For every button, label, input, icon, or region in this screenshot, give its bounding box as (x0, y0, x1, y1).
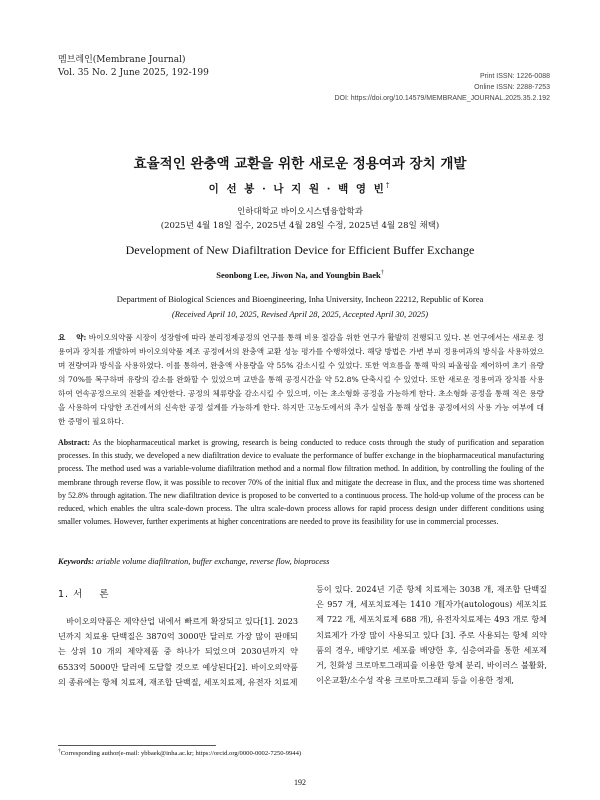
affiliation-korean: 인하대학교 바이오시스템융합학과 (237, 207, 363, 217)
journal-name: 멤브레인(Membrane Journal) (58, 55, 186, 65)
abstract-korean-text: 바이오의약품 시장이 성장함에 따라 분리정제공정의 연구를 통해 비용 절감을 위한 연구가 활발히 진행되고 있다. 본 연구에서는 새로운 정용여과 장치를 개발하여 바이오의약품 제조 공정에서의 완충액 교환 성능 평가를 수행하였다. 해당 방법은 가변 부피 정용여과의 방식을 사용하였으며 전량여과 방식을 사용하였다. 이를 통하여, 완충액 사용량을 약 55% 감소시킬 수 있었다. 또한 역흐름을 통해 막의 파울링을 제어하여 초기 유량의 70%를 복구하며 유량의 감소를 완화할 수 있었으며 교반을 통해 공정시간을 약 52.8% 단축시킬 수 있었다. 또한 새로운 정용여과 장치를 사용하여 연속공정으로의 전환을 제안한다. 공정의 체류량을 감소시킬 수 있으며, 이는 초소형화 공정을 가능하게 한다. 초소형화 공정을 통해 적은 용량을 사용하여 다양한 조건에서의 신속한 공정 설계를 가능하게 한다. 하지만 고농도에서의 추가 실험을 통해 상업용 공정에서의 사용 가능 여부에 대한 증명이 필요하다. (58, 333, 545, 426)
abstract-english (58, 436, 544, 528)
footnote-divider (58, 745, 216, 746)
page-number: 192 (294, 778, 306, 787)
abstract-korean-label: 요 약: (58, 333, 87, 342)
print-issn: Print ISSN: 1226-0088 (479, 73, 550, 80)
keywords-label: Keywords: (58, 557, 94, 566)
doi-link[interactable]: DOI: https://doi.org/10.14579/MEMBRANE_JOURNAL.2025.35.2.192 (334, 95, 550, 102)
abstract-english-label: Abstract: (58, 438, 90, 447)
paper-title-english: Development of New Diafiltration Device for Efficient Buffer Exchange (125, 243, 475, 257)
paper-title-korean: 효율적인 완충액 교환을 위한 새로운 정용여과 장치 개발 (133, 156, 467, 172)
volume-line: Vol. 35 No. 2 June 2025, 192-199 (58, 68, 209, 78)
authors-english-names: Seonbong Lee, Jiwon Na, and Youngbin Baek (216, 270, 381, 280)
footnote-mark: † (58, 748, 61, 754)
authors-korean-names: 이 선 봉 · 나 지 원 · 백 영 빈 (208, 183, 386, 195)
affiliation-korean-block (0, 205, 600, 233)
online-issn: Online ISSN: 2288-7253 (474, 84, 550, 91)
journal-header (58, 54, 209, 80)
dates-english: (Received April 10, 2025, Revised April 28, 2025, Accepted April 30, 2025) (171, 309, 429, 319)
abstract-english-text: As the biopharmaceutical market is growing, research is being conducted to reduce costs through the study of purification and separation processes. In this study, we developed a new diafiltration device to evaluate the performance of buffer exchange in the biopharmaceutical manufacturing process. The method used was a variable-volume diafiltration method and a normal flow filtration method. In addition, by controlling the fouling of the membrane through reverse flow, it was possible to recover 70% of the initial flux and mitigate the decrease in flux, and the process time was shortened by 52.8% through agitation. The new diafiltration device is proposed to be converted to a continuous process. The hold-up volume of the process can be reduced, which enables the ultra scale-down process. The ultra scale-down process allows for rapid process design under different conditions using smaller volumes. However, further experiments at higher concentrations are needed to prove its feasibility for use in commercial processes. (58, 438, 544, 527)
abstract-korean (58, 331, 544, 429)
body-column-left: 바이오의약품은 제약산업 내에서 빠르게 확장되고 있다[1]. 2023년까지 치료용 단백질은 3870억 3000만 달러로 가장 많이 판매되는 상위 10 개의 제약제품 중 하나가 되었으며 2030년까지 약 6533억 5000만 달러에 도달할 것으로 예상된다[2]. 바이오의약품의 종류에는 항체 치료제, 재조합 단백질, 세포치료제, 유전자 치료제 (58, 616, 298, 687)
keywords-text: ariable volume diafiltration, buffer exchange, reverse flow, bioprocess (96, 557, 330, 566)
affiliation-english-block (0, 292, 600, 322)
dates-korean: (2025년 4월 18일 접수, 2025년 4월 28일 수정, 2025년 4월 28일 채택) (160, 221, 440, 231)
corresponding-mark-en: † (380, 270, 384, 277)
issn-block (334, 71, 550, 104)
body-column-right: 등이 있다. 2024년 기준 항체 치료제는 3038 개, 재조합 단백질은 957 개, 세포치료제는 1410 개[자가(autologous) 세포치료제 722 개, 세포치료제 688 개), 유전자치료제는 493 개로 항체 치료제가 가장 많이 사용되고 있다 [3]. 주로 사용되는 항체 의약품의 경우, 배양기로 세포를 배양한 후, 심층여과를 통한 세포제거, 친화성 크로마토그래피를 이용한 항체 분리, 바이러스 불활화, 이온교환/소수성 작용 크로마토그래피 등을 이용한 정제, (316, 584, 547, 686)
authors-korean (0, 181, 600, 196)
keywords-line (58, 557, 329, 566)
corresponding-mark: † (385, 181, 392, 190)
footnote (58, 748, 301, 757)
section-heading-introduction: 1. 서 론 (58, 589, 110, 600)
footnote-text: Corresponding author(e-mail: ybbaek@inha.ac.kr; https://orcid.org/0000-0002-7250-9944) (60, 750, 302, 758)
affiliation-english: Department of Biological Sciences and Bioengineering, Inha University, Incheon 22212, Republic of Korea (116, 294, 484, 304)
authors-english (0, 270, 600, 280)
